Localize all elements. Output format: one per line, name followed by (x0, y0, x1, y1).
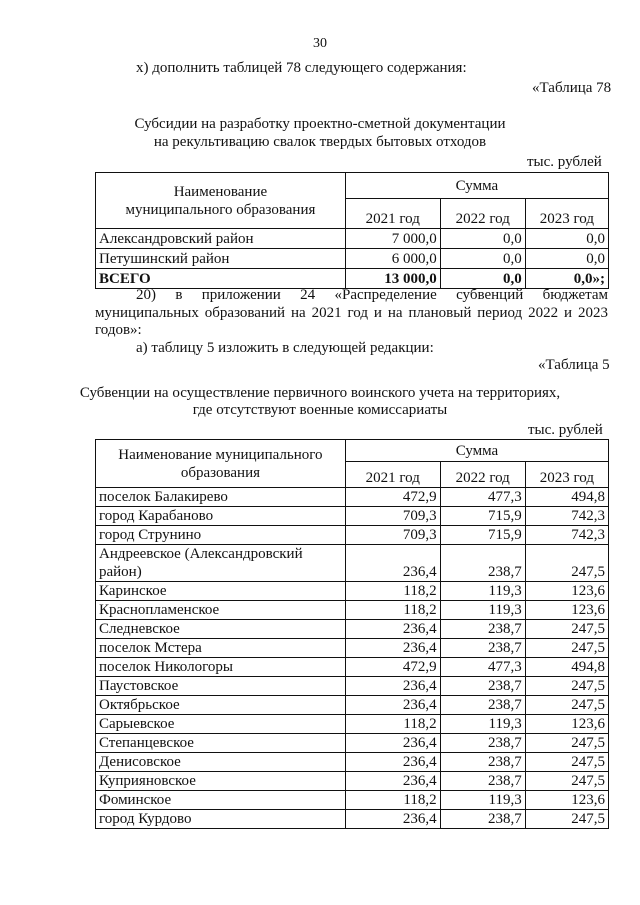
value-2021: 236,4 (345, 677, 440, 696)
row-name-line1: Степанцевское (99, 735, 194, 751)
row-name: Петушинский район (96, 249, 346, 269)
table78-year-2022: 2022 год (440, 199, 525, 229)
row-name (96, 696, 346, 715)
value-2022: 0,0 (440, 229, 525, 249)
value-2021: 236,4 (345, 753, 440, 772)
value-2023: 247,5 (525, 772, 608, 791)
value-2022: 238,7 (440, 810, 525, 829)
value-2021: 709,3 (345, 526, 440, 545)
table-row (96, 229, 609, 249)
row-name-line1: поселок Мстера (99, 640, 202, 656)
total-2021: 13 000,0 (345, 269, 440, 289)
value-2021: 118,2 (345, 791, 440, 810)
value-2021: 118,2 (345, 715, 440, 734)
value-2021: 236,4 (345, 772, 440, 791)
value-2021: 236,4 (345, 545, 440, 582)
value-2022: 715,9 (440, 526, 525, 545)
row-name-line1: Паустовское (99, 678, 179, 694)
value-2022: 119,3 (440, 582, 525, 601)
row-name-line1: Куприяновское (99, 773, 196, 789)
value-2023: 494,8 (525, 658, 608, 677)
value-2021: 236,4 (345, 620, 440, 639)
table78-title-line1: Субсидии на разработку проектно-сметной документации (134, 116, 506, 132)
table-row (96, 620, 609, 639)
row-name (96, 677, 346, 696)
row-name-line1: Краснопламенское (99, 602, 220, 618)
row-name (96, 734, 346, 753)
value-2021: 472,9 (345, 658, 440, 677)
value-2023: 742,3 (525, 526, 608, 545)
table5-label: «Таблица 5 (538, 357, 610, 373)
total-row (96, 269, 609, 289)
row-name (96, 507, 346, 526)
row-name-line1: поселок Балакирево (99, 489, 228, 505)
value-2021: 709,3 (345, 507, 440, 526)
table78-header-name: Наименование муниципального образования (96, 173, 346, 229)
value-2022: 477,3 (440, 488, 525, 507)
row-name-line1: Следневское (99, 621, 180, 637)
value-2023: 123,6 (525, 601, 608, 620)
row-name (96, 620, 346, 639)
row-name-line1: Каринское (99, 583, 167, 599)
table78-title-line2: на рекультивацию свалок твердых бытовых отходов (153, 134, 487, 150)
value-2022: 119,3 (440, 601, 525, 620)
value-2021: 236,4 (345, 696, 440, 715)
para20-line3: годов»: (95, 322, 142, 338)
value-2023: 247,5 (525, 810, 608, 829)
para20-line2: муниципальных образований на 2021 год и на плановый период 2022 и 2023 (95, 305, 608, 321)
row-name (96, 753, 346, 772)
row-name (96, 810, 346, 829)
value-2023: 0,0 (525, 249, 608, 269)
value-2022: 238,7 (440, 639, 525, 658)
row-name: Александровский район (96, 229, 346, 249)
value-2023: 247,5 (525, 639, 608, 658)
row-name (96, 791, 346, 810)
value-2022: 715,9 (440, 507, 525, 526)
table78 (95, 172, 609, 289)
value-2023: 123,6 (525, 715, 608, 734)
table-row (96, 715, 609, 734)
value-2022: 238,7 (440, 696, 525, 715)
row-name (96, 639, 346, 658)
table-row (96, 696, 609, 715)
table-row (96, 791, 609, 810)
table-row (96, 507, 609, 526)
value-2023: 123,6 (525, 582, 608, 601)
para20-line1: 20) в приложении 24 «Распределение субвенций бюджетам (136, 287, 608, 303)
row-name-line1: город Курдово (99, 811, 192, 827)
table78-year-2023: 2023 год (525, 199, 608, 229)
value-2022: 238,7 (440, 545, 525, 582)
table78-header-sum: Сумма (345, 173, 608, 199)
total-2023: 0,0»; (525, 269, 608, 289)
value-2023: 247,5 (525, 545, 608, 582)
value-2021: 118,2 (345, 601, 440, 620)
value-2022: 238,7 (440, 620, 525, 639)
table5-year-2023: 2023 год (525, 462, 608, 488)
row-name (96, 658, 346, 677)
total-label: ВСЕГО (96, 269, 346, 289)
table5-year-2022: 2022 год (440, 462, 525, 488)
table-row (96, 526, 609, 545)
table-row (96, 582, 609, 601)
value-2022: 0,0 (440, 249, 525, 269)
row-name-line1: поселок Никологоры (99, 659, 233, 675)
value-2022: 119,3 (440, 715, 525, 734)
table5-header-name: Наименование муниципального образования (96, 440, 346, 488)
intro-x: х) дополнить таблицей 78 следующего содержания: (136, 60, 467, 76)
value-2023: 0,0 (525, 229, 608, 249)
table-row (96, 488, 609, 507)
row-name-line2: район) (99, 564, 142, 580)
table5-year-2021: 2021 год (345, 462, 440, 488)
value-2023: 247,5 (525, 677, 608, 696)
row-name-line1: Денисовское (99, 754, 181, 770)
value-2022: 238,7 (440, 753, 525, 772)
value-2021: 6 000,0 (345, 249, 440, 269)
row-name (96, 772, 346, 791)
value-2021: 118,2 (345, 582, 440, 601)
row-name-line1: Октябрьское (99, 697, 180, 713)
value-2023: 247,5 (525, 753, 608, 772)
table78-units: тыс. рублей (527, 154, 602, 170)
table5-title-line2: где отсутствуют военные комиссариаты (192, 402, 448, 418)
table-row (96, 772, 609, 791)
table-row (96, 639, 609, 658)
table-row (96, 601, 609, 620)
row-name (96, 545, 346, 582)
table5-title-line1: Субвенции на осуществление первичного воинского учета на территориях, (79, 385, 561, 401)
table78-year-2021: 2021 год (345, 199, 440, 229)
table-row (96, 249, 609, 269)
table5-units: тыс. рублей (528, 422, 603, 438)
value-2022: 477,3 (440, 658, 525, 677)
table-row (96, 677, 609, 696)
value-2021: 7 000,0 (345, 229, 440, 249)
page-number: 30 (313, 36, 327, 51)
row-name-line1: город Карабаново (99, 508, 214, 524)
value-2023: 494,8 (525, 488, 608, 507)
value-2021: 472,9 (345, 488, 440, 507)
table-row (96, 658, 609, 677)
row-name-line1: Фоминское (99, 792, 172, 808)
table-row (96, 810, 609, 829)
row-name-line1: город Струнино (99, 527, 202, 543)
value-2023: 123,6 (525, 791, 608, 810)
row-name (96, 715, 346, 734)
row-name (96, 488, 346, 507)
row-name-line1: Андреевское (Александровский (99, 546, 303, 562)
value-2023: 247,5 (525, 620, 608, 639)
value-2022: 238,7 (440, 677, 525, 696)
value-2022: 119,3 (440, 791, 525, 810)
row-name (96, 526, 346, 545)
table-row (96, 753, 609, 772)
value-2022: 238,7 (440, 772, 525, 791)
row-name (96, 601, 346, 620)
para-a: а) таблицу 5 изложить в следующей редакции: (136, 340, 434, 356)
row-name-line1: Сарыевское (99, 716, 175, 732)
value-2021: 236,4 (345, 810, 440, 829)
value-2022: 238,7 (440, 734, 525, 753)
total-2022: 0,0 (440, 269, 525, 289)
table5 (95, 439, 609, 829)
table-row (96, 545, 609, 582)
table5-header-sum: Сумма (345, 440, 608, 462)
value-2023: 247,5 (525, 734, 608, 753)
value-2023: 247,5 (525, 696, 608, 715)
value-2021: 236,4 (345, 734, 440, 753)
value-2023: 742,3 (525, 507, 608, 526)
table-row (96, 734, 609, 753)
row-name (96, 582, 346, 601)
value-2021: 236,4 (345, 639, 440, 658)
table78-label: «Таблица 78 (532, 80, 612, 96)
